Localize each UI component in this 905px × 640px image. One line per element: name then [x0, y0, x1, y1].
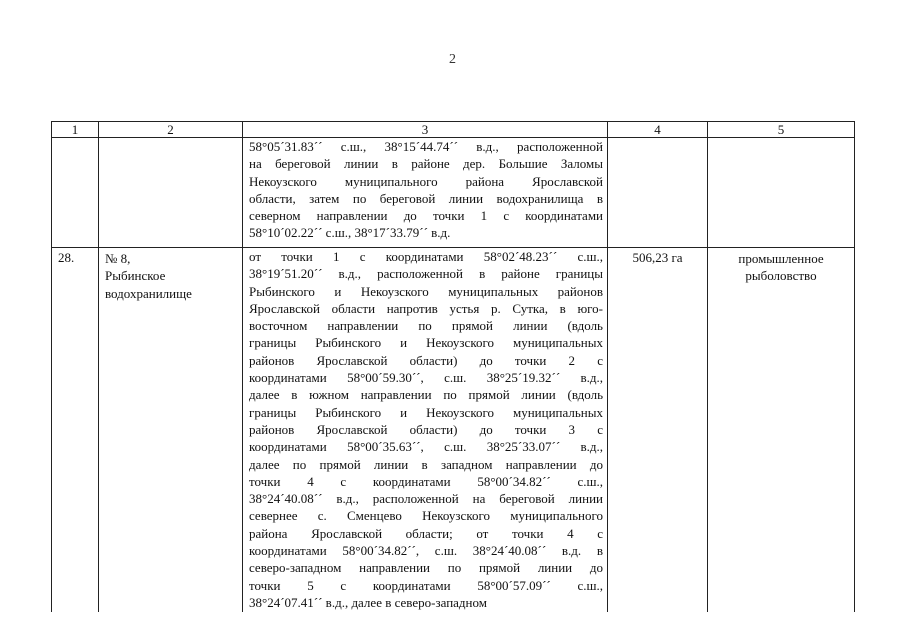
text-line: 38°24´07.41´´ в.д., далее в северо-западном [249, 594, 487, 610]
text-line: района Ярославской области; от точки 4 с [249, 525, 603, 541]
boundary-description [243, 138, 608, 248]
text-line: Рыбинского и Некоузского муниципальных районов [249, 283, 603, 299]
text-line: координатами 58°00´35.63´´, с.ш. 38°25´33.07´´ в.д., [249, 439, 603, 455]
page-number: 2 [449, 52, 456, 67]
water-body-name [99, 248, 243, 613]
text-line: 58°05´31.83´´ с.ш., 38°15´44.74´´ в.д., расположенной [249, 139, 603, 154]
text-line: водохранилище [105, 285, 192, 301]
text-line: районов Ярославской области) до точки 2 с [249, 352, 603, 368]
usage-type [708, 138, 855, 248]
text-line: области, затем по береговой линии водохранилища в [249, 190, 603, 206]
text-line: промышленное [738, 251, 824, 266]
text-line: северо-западном направлении по прямой линии до [249, 560, 603, 576]
water-body-name [99, 138, 243, 248]
area-value [608, 138, 708, 248]
text-line: рыболовство [745, 268, 817, 284]
table-row [52, 138, 855, 248]
text-line: 38°19´51.20´´ в.д., расположенной в районе границы [249, 266, 603, 282]
text-line: далее по прямой линии в западном направлении до [249, 456, 603, 472]
text-line: от точки 1 с координатами 58°02´48.23´´ с.ш., [249, 249, 603, 264]
text-line: на береговой линии в районе дер. Большие Заломы [249, 156, 603, 172]
header-cell-4: 4 [608, 122, 708, 138]
text-line: восточном направлении по прямой линии (вдоль [249, 318, 603, 334]
header-cell-1: 1 [52, 122, 99, 138]
text-line: границы Рыбинского и Некоузского муниципальных [249, 335, 603, 351]
text-line: Рыбинское [105, 268, 166, 284]
header-cell-3: 3 [243, 122, 608, 138]
header-cell-2: 2 [99, 122, 243, 138]
text-line: севернее с. Сменцево Некоузского муниципального [249, 508, 603, 524]
text-line: координатами 58°00´59.30´´, с.ш. 38°25´19.32´´ в.д., [249, 370, 603, 386]
text-line: северном направлении до точки 1 с координатами [249, 208, 603, 224]
text-line: 38°24´40.08´´ в.д., расположенной на береговой линии [249, 491, 603, 507]
row-number [52, 138, 99, 248]
document-table [51, 121, 855, 612]
row-number: 28. [52, 248, 99, 613]
text-line: координатами 58°00´34.82´´, с.ш. 38°24´40.08´´ в.д. в [249, 543, 603, 559]
text-line: точки 4 с координатами 58°00´34.82´´ с.ш., [249, 473, 603, 489]
text-line: точки 5 с координатами 58°00´57.09´´ с.ш., [249, 577, 603, 593]
area-value: 506,23 га [608, 248, 708, 613]
boundary-description [243, 248, 608, 613]
table-row [52, 248, 855, 613]
table-header-row [52, 122, 855, 138]
text-line: границы Рыбинского и Некоузского муниципальных [249, 404, 603, 420]
header-cell-5: 5 [708, 122, 855, 138]
usage-type [708, 248, 855, 613]
text-line: Некоузского муниципального района Ярославской [249, 173, 603, 189]
text-line: районов Ярославской области) до точки 3 с [249, 421, 603, 437]
text-line: № 8, [105, 251, 131, 266]
text-line: 58°10´02.22´´ с.ш., 38°17´33.79´´ в.д. [249, 225, 451, 241]
text-line: далее в южном направлении по прямой линии (вдоль [249, 387, 603, 403]
text-line: Ярославской области напротив устья р. Сутка, в юго- [249, 300, 603, 316]
